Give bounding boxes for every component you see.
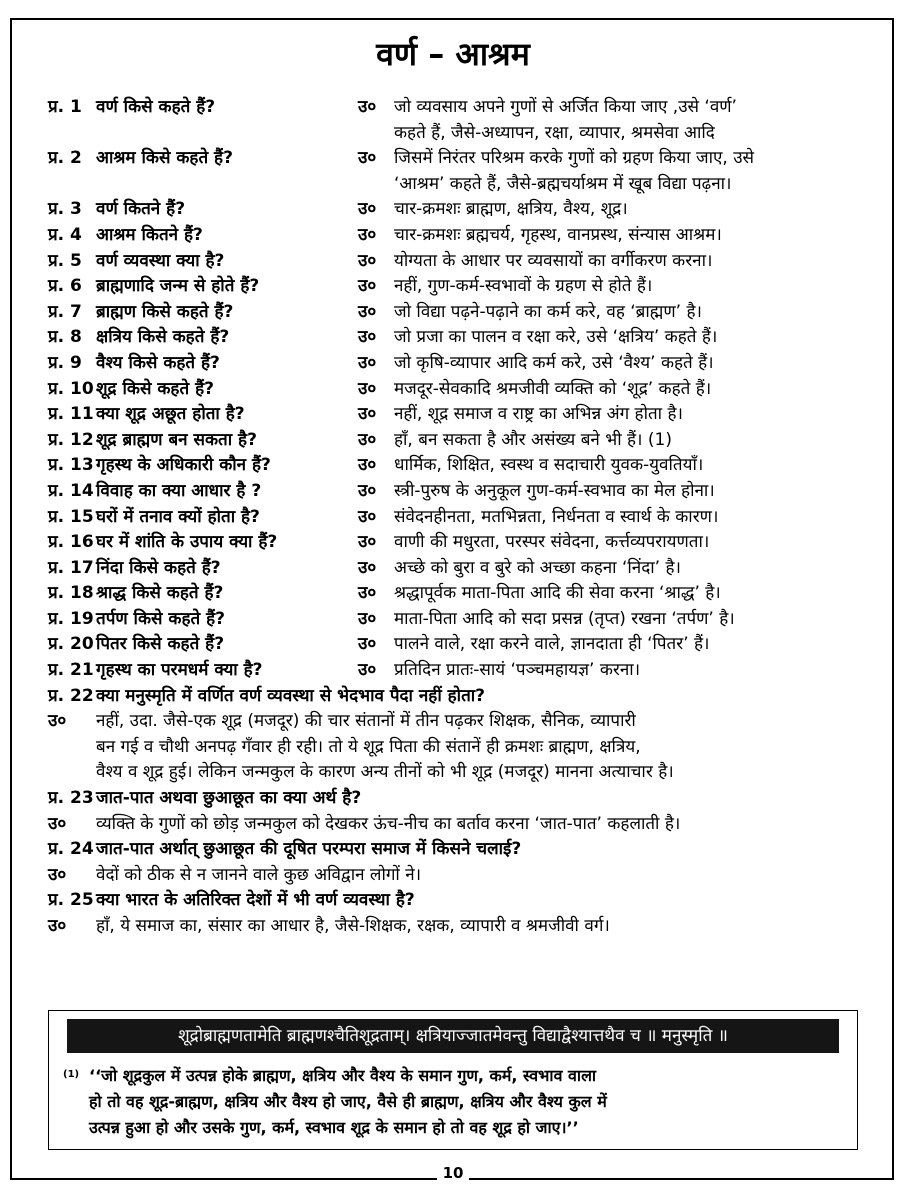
answer-label: उ० <box>48 711 67 732</box>
answer-line: जिसमें निरंतर परिश्रम करके गुणों को ग्रहण किया जाए, उसे <box>394 148 755 169</box>
question-number: प्र. 8 <box>48 327 82 348</box>
long-question-row <box>48 888 868 914</box>
qa-row <box>48 607 868 633</box>
qa-row <box>48 428 868 454</box>
qa-row <box>48 274 868 300</box>
answer-text <box>394 197 868 223</box>
short-qa-list <box>48 95 868 684</box>
answer-text <box>96 914 868 940</box>
footnote-mark: (1) <box>63 1069 80 1080</box>
qa-row <box>48 325 868 351</box>
answer-text <box>394 146 868 197</box>
question-text: निंदा किसे कहते हैं? <box>96 557 221 578</box>
qa-row <box>48 505 868 531</box>
question-text: तर्पण किसे कहते हैं? <box>96 608 226 629</box>
answer-label: उ० <box>358 327 377 348</box>
answer-line: स्त्री-पुरुष के अनुकूल गुण-कर्म-स्वभाव का मेल होना। <box>394 480 715 501</box>
answer-text <box>394 428 868 454</box>
answer-text <box>394 479 868 505</box>
answer-label: उ० <box>358 404 377 425</box>
answer-text <box>394 581 868 607</box>
question-number: प्र. 22 <box>48 685 94 706</box>
qa-row <box>48 146 868 197</box>
answer-line: नहीं, उदा. जैसे-एक शूद्र (मजदूर) की चार संतानों में तीन पढ़कर शिक्षक, सैनिक, व्यापारी <box>96 711 636 732</box>
page-number-wrap <box>0 1163 906 1182</box>
question-text: पितर किसे कहते हैं? <box>96 634 225 655</box>
qa-row <box>48 632 868 658</box>
answer-text <box>394 607 868 633</box>
answer-text <box>96 812 868 838</box>
question-number: प्र. 17 <box>48 557 94 578</box>
answer-text <box>394 351 868 377</box>
qa-row <box>48 351 868 377</box>
question-text: वर्ण व्यवस्था क्या है? <box>96 250 225 271</box>
qa-row <box>48 402 868 428</box>
answer-label: उ० <box>358 224 377 245</box>
qa-row <box>48 300 868 326</box>
long-answer-row <box>48 863 868 889</box>
answer-label: उ० <box>358 583 377 604</box>
answer-label: उ० <box>358 97 377 117</box>
question-text: क्या मनुस्मृति में वर्णित वर्ण व्यवस्था से भेदभाव पैदा नहीं होता? <box>96 685 486 706</box>
question-number: प्र. 1 <box>48 97 82 117</box>
answer-label: उ० <box>358 557 377 578</box>
qa-row <box>48 223 868 249</box>
answer-label: उ० <box>358 455 377 476</box>
footnote-line: ‘‘जो शूद्रकुल में उत्पन्न होके ब्राह्मण, क्षत्रिय और वैश्य के समान गुण, कर्म, स्वभाव वाला <box>89 1066 597 1085</box>
question-text: शूद्र ब्राह्मण बन सकता है? <box>96 429 257 450</box>
qa-row <box>48 658 868 684</box>
question-number: प्र. 25 <box>48 890 94 911</box>
answer-label: उ० <box>358 250 377 271</box>
answer-text <box>96 709 868 786</box>
qa-row <box>48 581 868 607</box>
answer-line: चार-क्रमशः ब्राह्मण, क्षत्रिय, वैश्य, शूद्र। <box>394 199 628 220</box>
answer-label: उ० <box>358 608 377 629</box>
question-text: गृहस्थ का परमधर्म क्या है? <box>96 660 263 681</box>
answer-line: ‘आश्रम’ कहते हैं, जैसे-ब्रह्मचर्याश्रम में खूब विद्या पढ़ना। <box>394 173 732 194</box>
question-text: विवाह का क्या आधार है ? <box>96 480 262 501</box>
answer-line: वेदों को ठीक से न जानने वाले कुछ अविद्वान लोगों ने। <box>96 864 422 885</box>
question-number: प्र. 11 <box>48 404 94 425</box>
answer-label: उ० <box>358 532 377 553</box>
answer-line: कहते हैं, जैसे-अध्यापन, रक्षा, व्यापार, श्रमसेवा आदि <box>394 122 715 143</box>
footnote-line: उत्पन्न हुआ हो और उसके गुण, कर्म, स्वभाव शूद्र के समान हो तो वह शूद्र हो जाए।’’ <box>89 1118 579 1137</box>
question-text: श्राद्ध किसे कहते हैं? <box>96 583 224 604</box>
question-text: घरों में तनाव क्यों होता है? <box>96 506 260 527</box>
qa-row <box>48 95 868 146</box>
answer-text <box>394 325 868 351</box>
footnote-text <box>89 1063 839 1141</box>
qa-list <box>48 95 868 940</box>
answer-text <box>394 402 868 428</box>
question-number: प्र. 23 <box>48 788 94 809</box>
question-text: शूद्र किसे कहते हैं? <box>96 378 214 399</box>
question-text: वर्ण कितने हैं? <box>96 199 186 220</box>
question-number: प्र. 21 <box>48 660 94 681</box>
answer-line: बन गई व चौथी अनपढ़ गँवार ही रही। तो ये शूद्र पिता की संतानें ही क्रमशः ब्राह्मण, क्षत्रिय, <box>96 736 641 757</box>
page-title: वर्ण – आश्रम <box>376 35 530 73</box>
answer-text <box>96 863 868 889</box>
answer-text <box>394 505 868 531</box>
answer-text <box>394 632 868 658</box>
answer-label: उ० <box>358 199 377 220</box>
answer-text <box>394 658 868 684</box>
answer-text <box>394 95 868 146</box>
question-number: प्र. 15 <box>48 506 94 527</box>
answer-text <box>394 274 868 300</box>
question-number: प्र. 19 <box>48 608 94 629</box>
question-text: क्या शूद्र अछूत होता है? <box>96 404 245 425</box>
qa-row <box>48 556 868 582</box>
long-question-row <box>48 786 868 812</box>
answer-line: वैश्य व शूद्र हुई। लेकिन जन्मकुल के कारण अन्य तीनों को भी शूद्र (मजदूर) मानना अत्याचार है। <box>96 762 674 783</box>
answer-label: उ० <box>358 352 377 373</box>
answer-line: धार्मिक, शिक्षित, स्वस्थ व सदाचारी युवक-युवतियाँ। <box>394 455 704 476</box>
answer-line: नहीं, शूद्र समाज व राष्ट्र का अभिन्न अंग होता है। <box>394 404 683 425</box>
qa-row <box>48 479 868 505</box>
answer-line: अच्छे को बुरा व बुरे को अच्छा कहना ‘निंदा’ है। <box>394 557 681 578</box>
question-text: ब्राह्मण किसे कहते हैं? <box>96 301 234 322</box>
answer-line: मजदूर-सेवकादि श्रमजीवी व्यक्ति को ‘शूद्र’ कहते हैं। <box>394 378 712 399</box>
question-number: प्र. 18 <box>48 583 94 604</box>
question-number: प्र. 2 <box>48 148 82 169</box>
question-number: प्र. 5 <box>48 250 82 271</box>
long-answer-row <box>48 709 868 786</box>
question-text: वैश्य किसे कहते हैं? <box>96 352 220 373</box>
quote-box <box>48 1010 858 1150</box>
qa-row <box>48 249 868 275</box>
answer-line: जो प्रजा का पालन व रक्षा करे, उसे ‘क्षत्रिय’ कहते हैं। <box>394 327 718 348</box>
answer-label: उ० <box>358 480 377 501</box>
answer-label: उ० <box>48 916 67 936</box>
answer-text <box>394 249 868 275</box>
answer-line: वाणी की मधुरता, परस्पर संवेदना, कर्त्तव्यपरायणता। <box>394 532 710 553</box>
answer-label: उ० <box>48 864 67 885</box>
answer-text <box>394 300 868 326</box>
question-number: प्र. 4 <box>48 224 82 245</box>
question-number: प्र. 13 <box>48 455 94 476</box>
question-text: आश्रम किसे कहते हैं? <box>96 148 233 169</box>
question-number: प्र. 9 <box>48 352 82 373</box>
long-question-row <box>48 684 868 710</box>
qa-row <box>48 530 868 556</box>
question-text: जात-पात अर्थात् छुआछूत की दूषित परम्परा समाज में किसने चलाई? <box>96 839 522 860</box>
answer-line: जो विद्या पढ़ने-पढ़ाने का कर्म करे, वह ‘ब्राह्मण’ है। <box>394 301 702 322</box>
answer-label: उ० <box>358 506 377 527</box>
question-number: प्र. 6 <box>48 276 82 297</box>
answer-label: उ० <box>358 378 377 399</box>
answer-line: संवेदनहीनता, मतभिन्नता, निर्धनता व स्वार्थ के कारण। <box>394 506 719 527</box>
question-text: घर में शांति के उपाय क्या हैं? <box>96 532 278 553</box>
answer-label: उ० <box>358 429 377 450</box>
footnote-line: हो तो वह शूद्र-ब्राह्मण, क्षत्रिय और वैश्य हो जाए, वैसे ही ब्राह्मण, क्षत्रिय और वैश्य कुल में <box>89 1092 607 1111</box>
question-number: प्र. 20 <box>48 634 94 655</box>
answer-line: हाँ, ये समाज का, संसार का आधार है, जैसे-शिक्षक, रक्षक, व्यापारी व श्रमजीवी वर्ग। <box>96 916 610 936</box>
question-text: ब्राह्मणादि जन्म से होते हैं? <box>96 276 260 297</box>
answer-line: चार-क्रमशः ब्रह्मचर्य, गृहस्थ, वानप्रस्थ, संन्यास आश्रम। <box>394 224 722 245</box>
question-text: जात-पात अथवा छुआछूत का क्या अर्थ है? <box>96 788 362 809</box>
qa-row <box>48 377 868 403</box>
question-number: प्र. 12 <box>48 429 94 450</box>
question-number: प्र. 16 <box>48 532 94 553</box>
answer-line: व्यक्ति के गुणों को छोड़ जन्मकुल को देखकर ऊंच-नीच का बर्ताव करना ‘जात-पात’ कहलाती है। <box>96 813 681 834</box>
answer-label: उ० <box>358 148 377 169</box>
long-qa-list <box>48 684 868 940</box>
long-question-row <box>48 837 868 863</box>
answer-line: श्रद्धापूर्वक माता-पिता आदि की सेवा करना ‘श्राद्ध’ है। <box>394 583 721 604</box>
answer-line: जो व्यवसाय अपने गुणों से अर्जित किया जाए ,उसे ‘वर्ण’ <box>394 97 737 117</box>
answer-line: जो कृषि-व्यापार आदि कर्म करे, उसे ‘वैश्य’ कहते हैं। <box>394 352 714 373</box>
answer-label: उ० <box>358 660 377 681</box>
answer-text <box>394 377 868 403</box>
long-answer-row <box>48 812 868 838</box>
answer-line: माता-पिता आदि को सदा प्रसन्न (तृप्त) रखना ‘तर्पण’ है। <box>394 608 735 629</box>
answer-label: उ० <box>358 634 377 655</box>
answer-label: उ० <box>358 301 377 322</box>
qa-row <box>48 453 868 479</box>
answer-label: उ० <box>358 276 377 297</box>
qa-row <box>48 197 868 223</box>
question-text: आश्रम कितने हैं? <box>96 224 203 245</box>
long-answer-row <box>48 914 868 940</box>
answer-line: हाँ, बन सकता है और असंख्य बने भी हैं। (1) <box>394 429 672 450</box>
answer-text <box>394 223 868 249</box>
answer-line: नहीं, गुण-कर्म-स्वभावों के ग्रहण से होते हैं। <box>394 276 653 297</box>
question-text: गृहस्थ के अधिकारी कौन हैं? <box>96 455 271 476</box>
question-number: प्र. 10 <box>48 378 94 399</box>
answer-line: पालने वाले, रक्षा करने वाले, ज्ञानदाता ही ‘पितर’ हैं। <box>394 634 710 655</box>
question-number: प्र. 24 <box>48 839 94 860</box>
answer-text <box>394 530 868 556</box>
question-number: प्र. 7 <box>48 301 82 322</box>
question-text: क्षत्रिय किसे कहते हैं? <box>96 327 230 348</box>
manusmriti-verse: शूद्रोब्राह्मणतामेति ब्राह्मणश्चैतिशूद्रताम्। क्षत्रियाज्जातमेवन्तु विद्याद्वैश्यात्तथैव च ॥ मनुस्मृति ॥ <box>67 1019 839 1053</box>
answer-label: उ० <box>48 813 67 834</box>
answer-line: योग्यता के आधार पर व्यवसायों का वर्गीकरण करना। <box>394 250 713 271</box>
answer-line: प्रतिदिन प्रातः-सायं ‘पञ्चमहायज्ञ’ करना। <box>394 660 641 681</box>
page-number: 10 <box>437 1164 470 1182</box>
question-number: प्र. 3 <box>48 199 82 220</box>
question-number: प्र. 14 <box>48 480 94 501</box>
question-text: वर्ण किसे कहते हैं? <box>96 97 216 117</box>
question-text: क्या भारत के अतिरिक्त देशों में भी वर्ण व्यवस्था है? <box>96 890 415 911</box>
answer-text <box>394 453 868 479</box>
answer-text <box>394 556 868 582</box>
